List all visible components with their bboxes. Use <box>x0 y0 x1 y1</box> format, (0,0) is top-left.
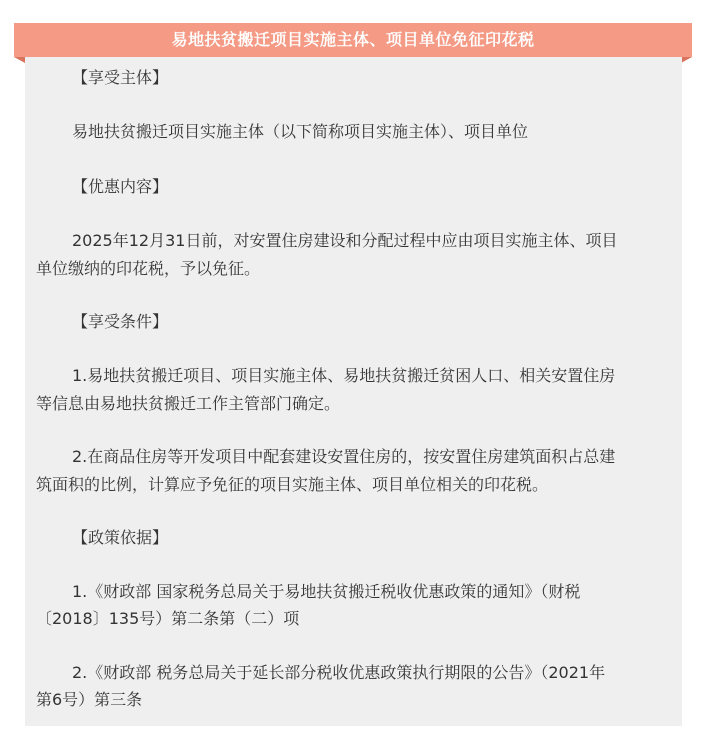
subject-heading: 【享受主体】 <box>72 68 169 87</box>
condition-2-line-2: 筑面积的比例，计算应予免征的项目实施主体、项目单位相关的印花税。 <box>36 475 549 494</box>
basis-1-line-2: 〔2018〕135号）第二条第（二）项 <box>36 609 300 628</box>
content-text-line-1: 2025年12月31日前，对安置住房建设和分配过程中应由项目实施主体、项目 <box>72 231 618 250</box>
banner-fold-left <box>14 57 25 63</box>
condition-1-line-2: 等信息由易地扶贫搬迁工作主管部门确定。 <box>36 394 341 413</box>
conditions-heading: 【享受条件】 <box>72 312 169 331</box>
condition-1-line-1: 1.易地扶贫搬迁项目、项目实施主体、易地扶贫搬迁贫困人口、相关安置住房 <box>72 366 616 385</box>
basis-2-line-2: 第6号）第三条 <box>36 690 143 709</box>
subject-text: 易地扶贫搬迁项目实施主体（以下简称项目实施主体）、项目单位 <box>72 122 529 141</box>
content-heading: 【优惠内容】 <box>72 177 169 196</box>
title-banner <box>14 23 692 57</box>
basis-2-line-1: 2.《财政部 税务总局关于延长部分税收优惠政策执行期限的公告》（2021年 <box>72 663 606 682</box>
basis-heading: 【政策依据】 <box>72 528 169 547</box>
content-text-line-2: 单位缴纳的印花税，予以免征。 <box>36 259 261 278</box>
banner-fold-right <box>681 57 692 63</box>
page-title: 易地扶贫搬迁项目实施主体、项目单位免征印花税 <box>171 30 535 49</box>
basis-1-line-1: 1.《财政部 国家税务总局关于易地扶贫搬迁税收优惠政策的通知》（财税 <box>72 582 581 601</box>
condition-2-line-1: 2.在商品住房等开发项目中配套建设安置住房的，按安置住房建筑面积占总建 <box>72 447 616 466</box>
